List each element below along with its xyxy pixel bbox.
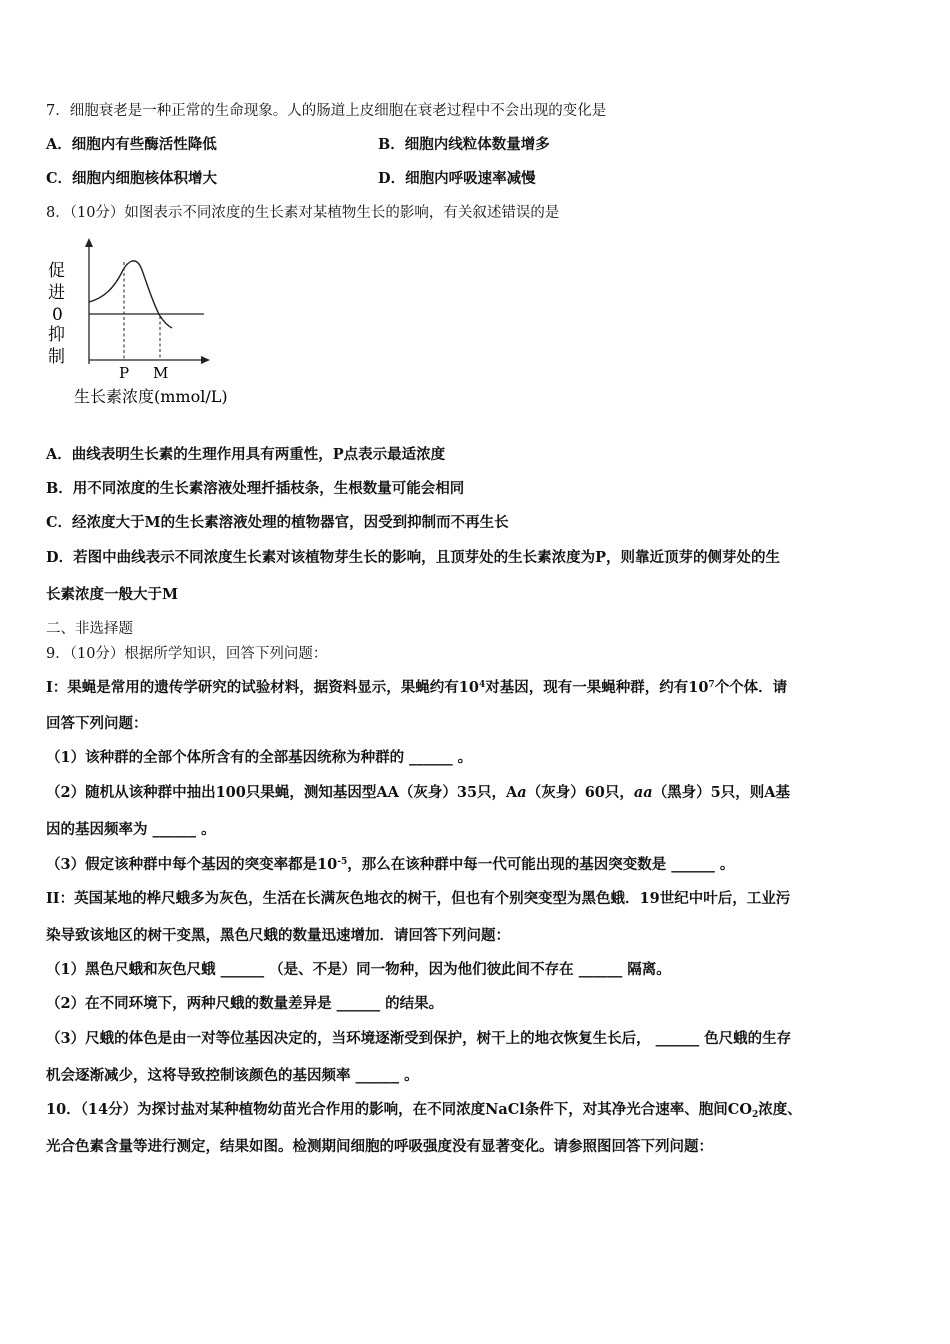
q8-option-a: A．曲线表明生长素的生理作用具有两重性，P点表示最适浓度 (46, 446, 446, 463)
q9-part2-line2: 染导致该地区的树干变黑，黑色尺蛾的数量迅速增加．请回答下列问题： (46, 927, 510, 944)
promote-label-2: 进 (48, 283, 65, 303)
m-label: M (153, 364, 169, 382)
q7-option-b: B．细胞内线粒体数量增多 (378, 136, 550, 153)
q9-part2-q3-line1: （3）尺蛾的体色是由一对等位基因决定的，当环境逐渐受到保护，树干上的地衣恢复生长后， ______ 色尺蛾的生存 (46, 1030, 792, 1047)
q7-stem: 7．细胞衰老是一种正常的生命现象。人的肠道上皮细胞在衰老过程中不会出现的变化是 (46, 103, 607, 119)
q10-line2: 光合色素含量等进行测定，结果如图。检测期间细胞的呼吸强度没有显著变化。请参照图回答下列问题： (46, 1138, 713, 1155)
q8-option-d-line1: D．若图中曲线表示不同浓度生长素对该植物芽生长的影响，且顶芽处的生长素浓度为P，则靠近顶芽的侧芽处的生 (46, 549, 780, 566)
p-label: P (119, 364, 130, 382)
q7-option-a: A．细胞内有些酶活性降低 (46, 136, 217, 153)
auxin-curve-figure (44, 236, 240, 412)
q10-line1: 10．（14分）为探讨盐对某种植物幼苗光合作用的影响，在不同浓度NaCl条件下，对其净光合速率、胞间$CO_2$浓度、 (46, 1101, 802, 1120)
q9-part2-q1: （1）黑色尺蛾和灰色尺蛾 ______ （是、不是）同一物种，因为他们彼此间不存在 ______ 隔离。 (46, 961, 671, 978)
y-axis-arrow (85, 238, 93, 247)
promote-label-1: 促 (48, 261, 65, 281)
inhibit-label-2: 制 (48, 347, 65, 367)
q8-option-d-line2: 长素浓度一般大于M (46, 586, 179, 603)
q9-part1-line2: 回答下列问题： (46, 715, 148, 732)
section-heading: 二、非选择题 (46, 621, 133, 637)
q8-stem: 8．（10分）如图表示不同浓度的生长素对某植物生长的影响，有关叙述错误的是 (46, 205, 560, 221)
q9-part1-q3: （3）假定该种群中每个基因的突变率都是$10^{-5}$，那么在该种群中每一代可能出现的基因突变数是 ______ 。 (46, 856, 735, 873)
q9-part2-q2: （2）在不同环境下，两种尺蛾的数量差异是 ______ 的结果。 (46, 995, 444, 1012)
x-axis-label: 生长素浓度(mmol/L) (74, 387, 228, 406)
q8-option-b: B．用不同浓度的生长素溶液处理扦插枝条，生根数量可能会相同 (46, 480, 465, 497)
q7-option-c: C．细胞内细胞核体积增大 (46, 170, 218, 187)
q9-part2-q3-line2: 机会逐渐减少，这将导致控制该颜色的基因频率 ______ 。 (46, 1067, 419, 1084)
q9-part1-q2-line2: 因的基因频率为 ______ 。 (46, 821, 216, 838)
zero-label: 0 (52, 305, 63, 325)
q7-option-d: D．细胞内呼吸速率减慢 (378, 170, 536, 187)
x-axis-arrow (201, 356, 210, 364)
q9-part1-q2-line1: （2）随机从该种群中抽出100只果蝇，测知基因型AA（灰身）35只，Aa（灰身）60只，aa（黑身）5只，则A基 (46, 784, 791, 801)
q9-stem: 9．（10分）根据所学知识，回答下列问题： (46, 646, 328, 662)
inhibit-label-1: 抑 (48, 325, 65, 345)
q9-part2-line1: II：英国某地的桦尺蛾多为灰色，生活在长满灰色地衣的树干，但也有个别突变型为黑色蛾．19世纪中叶后，工业污 (46, 890, 791, 907)
q9-part1-q1: （1）该种群的全部个体所含有的全部基因统称为种群的 ______ 。 (46, 749, 473, 766)
q8-option-c: C．经浓度大于M的生长素溶液处理的植物器官，因受到抑制而不再生长 (46, 514, 509, 531)
q9-part1-line1: I：果蝇是常用的遗传学研究的试验材料，据资料显示，果蝇约有$10^4$对基因，现有一果蝇种群，约有$10^7$个个体．请 (46, 679, 788, 696)
